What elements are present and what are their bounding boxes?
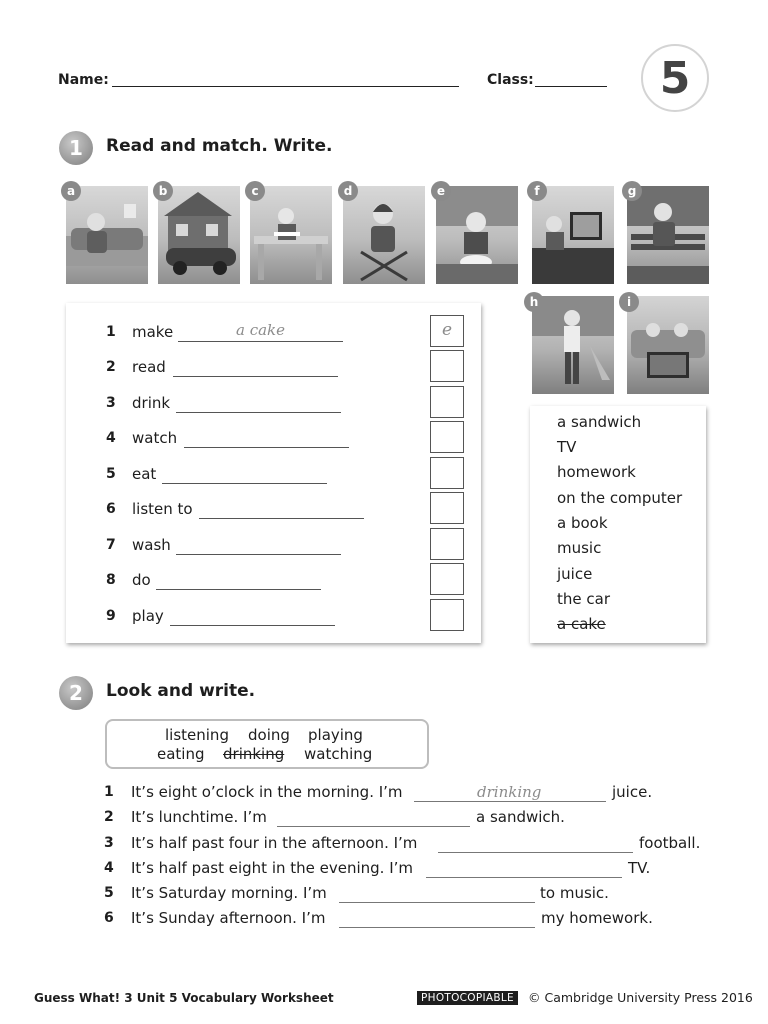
footer-title: Guess What! 3 Unit 5 Vocabulary Worksheet [34, 991, 334, 1005]
sentence-answer-line[interactable] [438, 852, 633, 853]
word-bank-2 [105, 719, 429, 769]
picture-letter-e: e [431, 181, 451, 201]
match-row-number: 8 [106, 572, 116, 588]
picture-letter-f: f [527, 181, 547, 201]
match-row [66, 322, 481, 346]
match-row [66, 499, 481, 523]
sentence-number: 4 [104, 860, 114, 876]
sentence-answer: drinking [477, 783, 542, 801]
match-answer-line[interactable] [170, 625, 335, 626]
sentence-answer-line[interactable] [339, 902, 535, 903]
unit-number-badge: 5 [641, 44, 709, 112]
class-label: Class: [487, 72, 534, 88]
match-row-verb: eat [132, 465, 157, 483]
match-row [66, 535, 481, 559]
word-bank-item: listening [165, 726, 229, 744]
word-bank-item: homework [557, 463, 636, 481]
word-bank-item: a book [557, 514, 608, 532]
match-row-number: 2 [106, 359, 116, 375]
picture-f [532, 186, 614, 284]
sentence-row [104, 833, 724, 857]
word-bank-item: music [557, 539, 602, 557]
word-bank-item: a sandwich [557, 413, 642, 431]
match-row-verb: drink [132, 394, 171, 412]
picture-g [627, 186, 709, 284]
sentence-row [104, 782, 724, 806]
match-row-number: 5 [106, 466, 116, 482]
match-row-verb: watch [132, 429, 178, 447]
sentence-answer-line[interactable] [414, 801, 606, 802]
match-row-verb: read [132, 358, 166, 376]
match-row [66, 606, 481, 630]
word-bank-item: eating [157, 745, 205, 763]
picture-letter-d: d [338, 181, 358, 201]
match-row-number: 6 [106, 501, 116, 517]
sentence-number: 1 [104, 784, 114, 800]
sentence-ending: juice. [612, 783, 653, 801]
word-bank-item: watching [304, 745, 373, 763]
class-field[interactable] [535, 86, 607, 87]
picture-letter-c: c [245, 181, 265, 201]
picture-letter-a: a [61, 181, 81, 201]
match-row-number: 7 [106, 537, 116, 553]
match-row-verb: play [132, 607, 164, 625]
sentence-row [104, 883, 724, 907]
match-row-number: 1 [106, 324, 116, 340]
match-row-verb: wash [132, 536, 171, 554]
word-bank-item-used: drinking [223, 745, 285, 763]
sentence-number: 3 [104, 835, 114, 851]
sentence-ending: to music. [540, 884, 609, 902]
picture-letter-g: g [622, 181, 642, 201]
match-letter-box[interactable] [430, 563, 464, 595]
picture-letter-b: b [153, 181, 173, 201]
word-bank-item-used: a cake [557, 615, 606, 633]
picture-c [250, 186, 332, 284]
match-answer-line[interactable] [199, 518, 364, 519]
sentence-text: It’s eight o’clock in the morning. I’m [131, 783, 403, 801]
match-row-verb: make [132, 323, 174, 341]
match-answer-line[interactable] [176, 554, 341, 555]
match-answer-line[interactable] [184, 447, 349, 448]
sentence-ending: football. [639, 834, 701, 852]
photocopiable-badge: PHOTOCOPIABLE [417, 991, 518, 1005]
match-letter-box[interactable] [430, 528, 464, 560]
picture-letter-i: i [619, 292, 639, 312]
section-1-title: Read and match. Write. [106, 136, 333, 156]
picture-d [343, 186, 425, 284]
name-label: Name: [58, 72, 109, 88]
picture-a [66, 186, 148, 284]
match-letter-box[interactable]: e [430, 315, 464, 347]
copyright: © Cambridge University Press 2016 [528, 990, 753, 1005]
sentence-answer-line[interactable] [426, 877, 622, 878]
match-row [66, 570, 481, 594]
match-row [66, 428, 481, 452]
match-letter-box[interactable] [430, 457, 464, 489]
match-answer-line[interactable] [176, 412, 341, 413]
picture-h [532, 296, 614, 394]
match-answer-line[interactable] [156, 589, 321, 590]
matching-panel [66, 303, 481, 643]
sentence-number: 2 [104, 809, 114, 825]
match-row-number: 3 [106, 395, 116, 411]
sentence-answer-line[interactable] [277, 826, 470, 827]
picture-i [627, 296, 709, 394]
match-row [66, 393, 481, 417]
match-letter-box[interactable] [430, 386, 464, 418]
match-row-verb: listen to [132, 500, 193, 518]
word-bank-item: on the computer [557, 489, 683, 507]
sentence-text: It’s half past eight in the evening. I’m [131, 859, 414, 877]
sentence-ending: my homework. [541, 909, 653, 927]
picture-letter-h: h [524, 292, 544, 312]
match-answer-line[interactable] [173, 376, 338, 377]
match-answer: a cake [236, 321, 286, 339]
section-2-title: Look and write. [106, 681, 256, 701]
match-letter-box[interactable] [430, 421, 464, 453]
picture-b [158, 186, 240, 284]
match-row-number: 9 [106, 608, 116, 624]
sentence-text: It’s half past four in the afternoon. I’m [131, 834, 418, 852]
word-bank-item: juice [557, 565, 593, 583]
match-row-verb: do [132, 571, 151, 589]
word-bank-1 [530, 406, 706, 643]
word-bank-item: the car [557, 590, 610, 608]
sentence-row [104, 807, 724, 831]
sentence-text: It’s Sunday afternoon. I’m [131, 909, 326, 927]
match-letter-box[interactable] [430, 492, 464, 524]
sentence-row [104, 858, 724, 882]
sentence-number: 6 [104, 910, 114, 926]
match-answer-line[interactable] [178, 341, 343, 342]
word-bank-item: TV [557, 438, 577, 456]
sentence-text: It’s Saturday morning. I’m [131, 884, 327, 902]
name-field[interactable] [112, 86, 459, 87]
sentence-text: It’s lunchtime. I’m [131, 808, 267, 826]
sentence-row [104, 908, 724, 932]
word-bank-item: playing [308, 726, 363, 744]
picture-e [436, 186, 518, 284]
word-bank-item: doing [248, 726, 290, 744]
match-letter-box[interactable] [430, 599, 464, 631]
match-row [66, 464, 481, 488]
match-answer-line[interactable] [162, 483, 327, 484]
match-row-number: 4 [106, 430, 116, 446]
match-letter-box[interactable] [430, 350, 464, 382]
sentence-answer-line[interactable] [339, 927, 535, 928]
match-row [66, 357, 481, 381]
sentence-number: 5 [104, 885, 114, 901]
sentence-ending: TV. [628, 859, 651, 877]
section-1-number: 1 [59, 131, 93, 165]
sentence-ending: a sandwich. [476, 808, 565, 826]
section-2-number: 2 [59, 676, 93, 710]
